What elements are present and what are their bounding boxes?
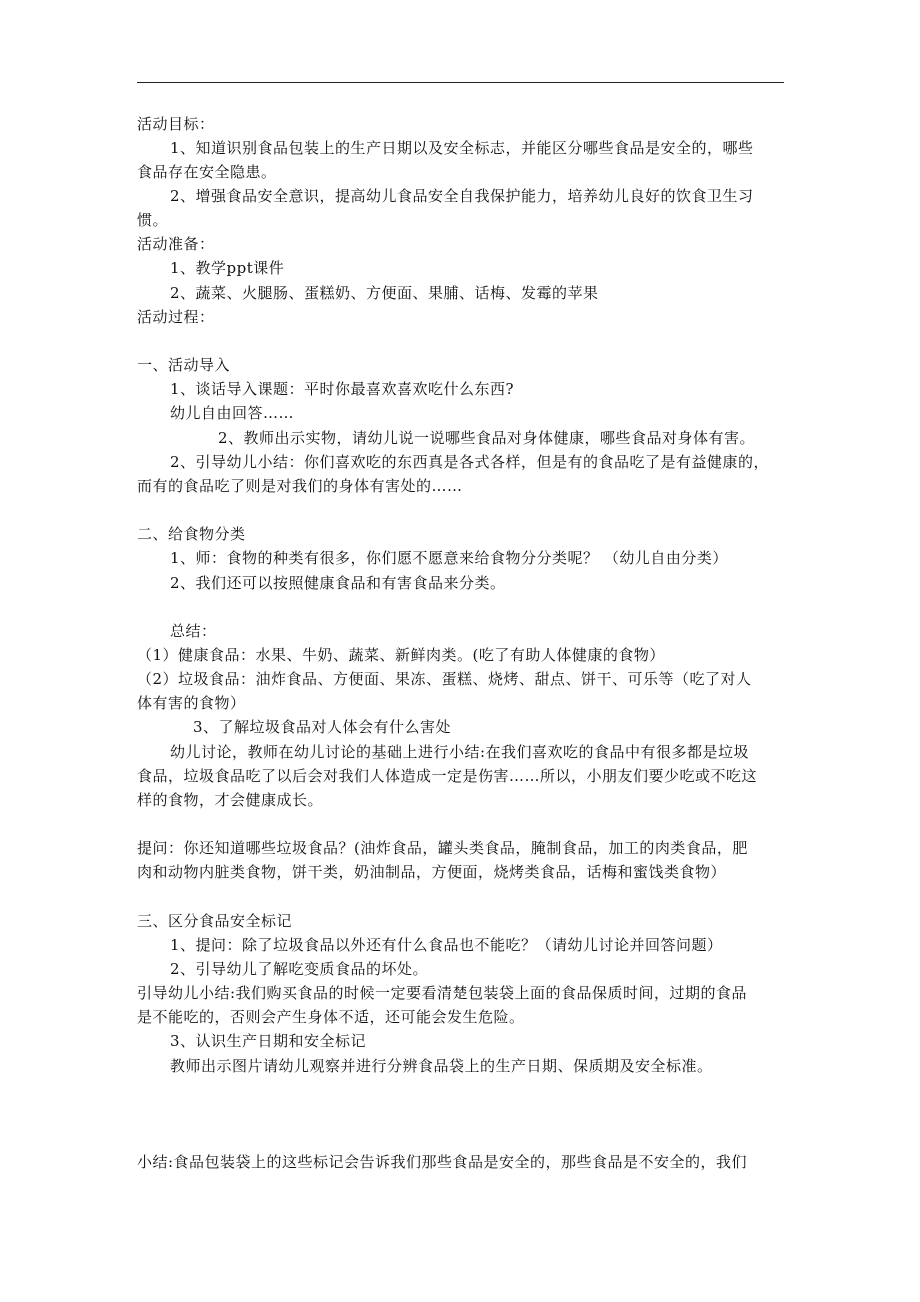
section-heading-process: 活动过程： <box>137 308 215 326</box>
part-3-step-3: 3、认识生产日期和安全标记 <box>170 1032 367 1050</box>
goal-1-line-2: 食品存在安全隐患。 <box>137 163 277 181</box>
discussion-line-1: 幼儿讨论，教师在幼儿讨论的基础上进行小结:在我们喜欢吃的食品中有很多都是垃圾 <box>170 743 750 761</box>
part-3-step-1: 1、提问：除了垃圾食品以外还有什么食品也不能吃？（请幼儿讨论并回答问题） <box>170 936 723 954</box>
discussion-line-2: 食品，垃圾食品吃了以后会对我们人体造成一定是伤害……所以，小朋友们要少吃或不吃这 <box>137 767 758 785</box>
healthy-food-list: （1）健康食品：水果、牛奶、蔬菜、新鲜肉类。(吃了有助人体健康的食物） <box>137 646 665 664</box>
part-3-step-3-detail: 教师出示图片请幼儿观察并进行分辨食品袋上的生产日期、保质期及安全标准。 <box>170 1057 713 1075</box>
part-1-heading: 一、活动导入 <box>137 356 231 374</box>
section-heading-preparation: 活动准备： <box>137 235 215 253</box>
part-1-summary-line-2: 而有的食品吃了则是对我们的身体有害处的…… <box>137 477 463 495</box>
junk-food-list-line-2: 体有害的食物） <box>137 694 246 712</box>
junk-food-list-line-1: （2）垃圾食品：油炸食品、方便面、果冻、蛋糕、烧烤、甜点、饼干、可乐等（吃了对人 <box>137 670 752 688</box>
part-3-summary-line-1: 引导幼儿小结:我们购买食品的时候一定要看清楚包装袋上面的食品保质时间，过期的食品 <box>137 984 748 1002</box>
part-2-step-2: 2、我们还可以按照健康食品和有害食品来分类。 <box>170 574 506 592</box>
section-heading-goals: 活动目标： <box>137 115 215 133</box>
part-2-step-1: 1、师：食物的种类有很多，你们愿不愿意来给食物分分类呢？ （幼儿自由分类） <box>170 549 728 567</box>
preparation-item-1: 1、教学ppt课件 <box>170 259 285 277</box>
question-line-1: 提问：你还知道哪些垃圾食品？(油炸食品，罐头类食品，腌制食品，加工的肉类食品，肥 <box>137 839 748 857</box>
part-1-step-1: 1、谈话导入课题：平时你最喜欢喜欢吃什么东西? <box>170 380 515 398</box>
part-3-summary-line-2: 是不能吃的，否则会产生身体不适，还可能会发生危险。 <box>137 1008 525 1026</box>
summary-label: 总结： <box>170 622 217 640</box>
final-summary-line-1: 小结:食品包装袋上的这些标记会告诉我们那些食品是安全的，那些食品是不安全的，我们 <box>137 1153 748 1171</box>
part-1-answer: 幼儿自由回答…… <box>170 404 295 422</box>
goal-1-line-1: 1、知道识别食品包装上的生产日期以及安全标志，并能区分哪些食品是安全的，哪些 <box>170 139 754 157</box>
goal-2-line-1: 2、增强食品安全意识，提高幼儿食品安全自我保护能力，培养幼儿良好的饮食卫生习 <box>170 187 754 205</box>
part-2-step-3: 3、了解垃圾食品对人体会有什么害处 <box>193 718 452 736</box>
discussion-line-3: 样的食物，才会健康成长。 <box>137 791 324 809</box>
part-3-step-2: 2、引导幼儿了解吃变质食品的坏处。 <box>170 960 429 978</box>
part-3-heading: 三、区分食品安全标记 <box>137 912 293 930</box>
preparation-item-2: 2、蔬菜、火腿肠、蛋糕奶、方便面、果脯、话梅、发霉的苹果 <box>170 284 599 302</box>
question-line-2: 肉和动物内脏类食物，饼干类，奶油制品，方便面，烧烤类食品，话梅和蜜饯类食物） <box>137 863 727 881</box>
header-rule <box>137 82 784 83</box>
goal-2-line-2: 惯。 <box>137 211 169 229</box>
part-1-step-2: 2、教师出示实物，请幼儿说一说哪些食品对身体健康，哪些食品对身体有害。 <box>218 429 756 447</box>
part-2-heading: 二、给食物分类 <box>137 525 246 543</box>
part-1-summary-line-1: 2、引导幼儿小结：你们喜欢吃的东西真是各式各样，但是有的食品吃了是有益健康的， <box>170 453 770 471</box>
